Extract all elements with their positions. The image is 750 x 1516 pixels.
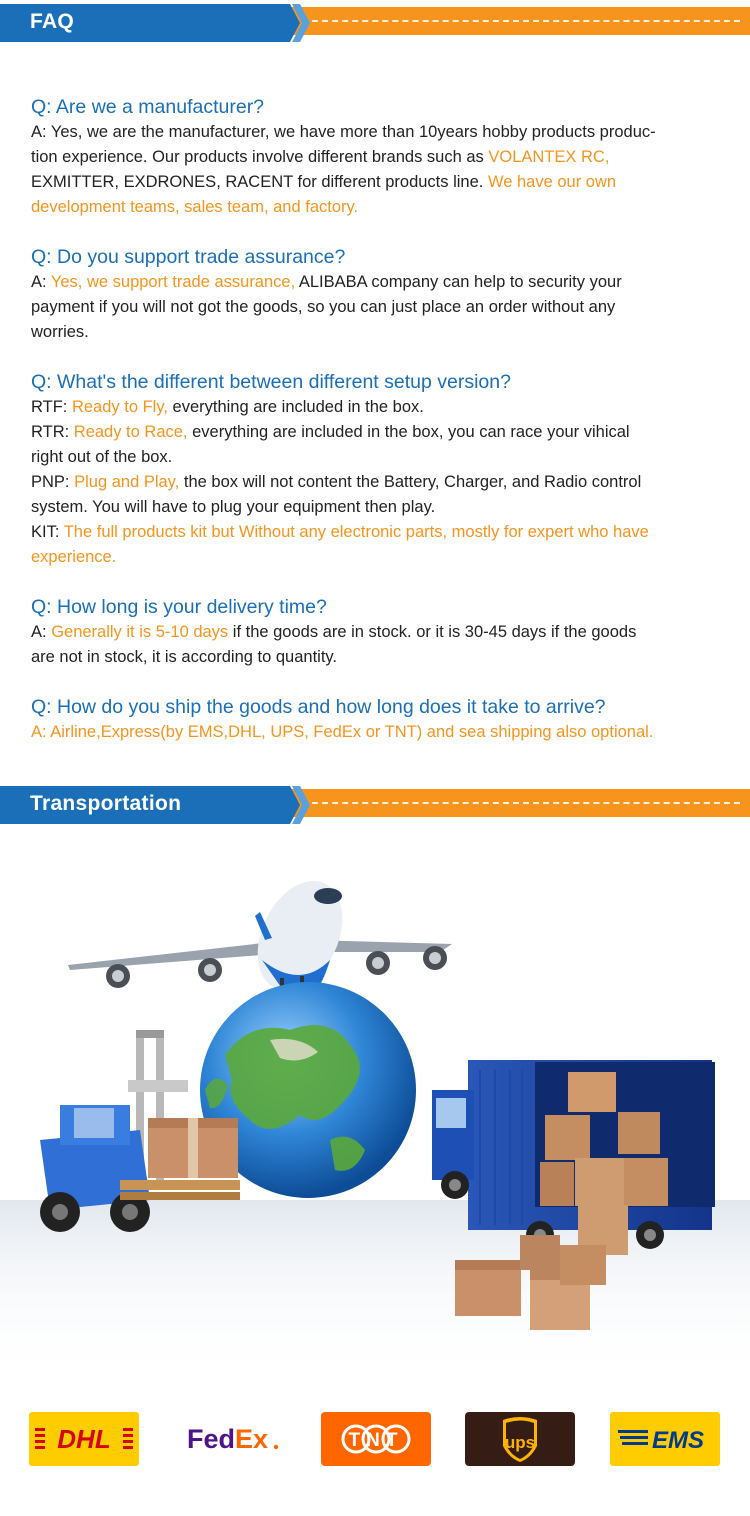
answer-text: A: bbox=[31, 623, 52, 641]
faq-question: Q: Are we a manufacturer? bbox=[31, 96, 265, 118]
answer-text: system. You will have to plug your equipment then play. bbox=[31, 498, 436, 516]
svg-text:TNT: TNT bbox=[348, 1430, 404, 1451]
faq-item bbox=[31, 94, 721, 220]
answer-highlight: Yes, we support trade assurance, bbox=[50, 273, 296, 291]
answer-text: PNP: bbox=[31, 473, 75, 491]
svg-text:ups: ups bbox=[504, 1433, 536, 1452]
fedex-logo bbox=[177, 1412, 287, 1466]
answer-text: if the goods are in stock. or it is 30-45 days if the goods bbox=[228, 623, 637, 641]
answer-highlight: Plug and Play, bbox=[74, 473, 180, 491]
ups-logo bbox=[465, 1412, 575, 1466]
dhl-logo bbox=[29, 1412, 139, 1466]
answer-highlight: experience. bbox=[31, 548, 117, 566]
faq-answer bbox=[31, 720, 721, 745]
answer-text: payment if you will not got the goods, so you can just place an order without any bbox=[31, 298, 616, 316]
transportation-illustration bbox=[0, 840, 750, 1400]
transportation-section-header bbox=[0, 782, 750, 824]
faq-item bbox=[31, 244, 721, 345]
faq-item bbox=[31, 594, 721, 670]
answer-text: the box will not content the Battery, Charger, and Radio control bbox=[179, 473, 642, 491]
svg-text:EMS: EMS bbox=[651, 1427, 705, 1454]
answer-text: EXMITTER, EXDRONES, RACENT for different products line. bbox=[31, 173, 488, 191]
faq-item bbox=[31, 369, 721, 570]
header-dashed-line bbox=[312, 802, 740, 804]
faq-question: Q: How long is your delivery time? bbox=[31, 596, 327, 618]
answer-text: A: Yes, we are the manufacturer, we have more than 10years hobby products produc- bbox=[31, 123, 656, 141]
answer-highlight: A: Airline,Express(by EMS,DHL, UPS, FedEx or TNT) and sea shipping also optional. bbox=[31, 723, 654, 741]
answer-text: KIT: bbox=[31, 523, 64, 541]
answer-highlight: Generally it is 5-10 days bbox=[51, 623, 229, 641]
answer-text: everything are included in the box. bbox=[167, 398, 424, 416]
svg-text:DHL: DHL bbox=[57, 1424, 111, 1454]
answer-highlight: Ready to Fly, bbox=[71, 398, 168, 416]
carrier-logos bbox=[0, 1412, 750, 1472]
answer-highlight: Ready to Race, bbox=[73, 423, 188, 441]
faq-answer bbox=[31, 395, 721, 570]
transportation-title: Transportation bbox=[30, 792, 182, 815]
tnt-logo bbox=[321, 1412, 431, 1466]
answer-text: are not in stock, it is according to quantity. bbox=[31, 648, 338, 666]
answer-highlight: We have our own bbox=[487, 173, 617, 191]
answer-text: RTR: bbox=[31, 423, 74, 441]
faq-question: Q: Do you support trade assurance? bbox=[31, 246, 346, 268]
truck-icon bbox=[432, 1060, 715, 1249]
faq-question: Q: How do you ship the goods and how long does it take to arrive? bbox=[31, 696, 606, 718]
answer-text: everything are included in the box, you can race your vihical bbox=[187, 423, 630, 441]
svg-text:FedEx: FedEx bbox=[187, 1424, 269, 1454]
answer-highlight: VOLANTEX RC, bbox=[488, 148, 610, 166]
answer-highlight: The full products kit but Without any electronic parts, mostly for expert who have bbox=[63, 523, 649, 541]
faq-section-header bbox=[0, 0, 750, 42]
faq-title: FAQ bbox=[30, 10, 75, 33]
answer-text: ALIBABA company can help to security your bbox=[295, 273, 622, 291]
answer-text: right out of the box. bbox=[31, 448, 173, 466]
airplane-icon bbox=[68, 867, 452, 1004]
ems-logo bbox=[610, 1412, 720, 1466]
faq-answer bbox=[31, 120, 721, 220]
header-dashed-line bbox=[312, 20, 740, 22]
answer-text: tion experience. Our products involve different brands such as bbox=[31, 148, 489, 166]
answer-text: RTF: bbox=[31, 398, 72, 416]
answer-text: A: bbox=[31, 273, 51, 291]
faq-question: Q: What's the different between different setup version? bbox=[31, 371, 511, 393]
answer-highlight: development teams, sales team, and factory. bbox=[31, 198, 359, 216]
answer-text: worries. bbox=[31, 323, 89, 341]
faq-answer bbox=[31, 270, 721, 345]
faq-item bbox=[31, 694, 721, 745]
faq-answer bbox=[31, 620, 721, 670]
